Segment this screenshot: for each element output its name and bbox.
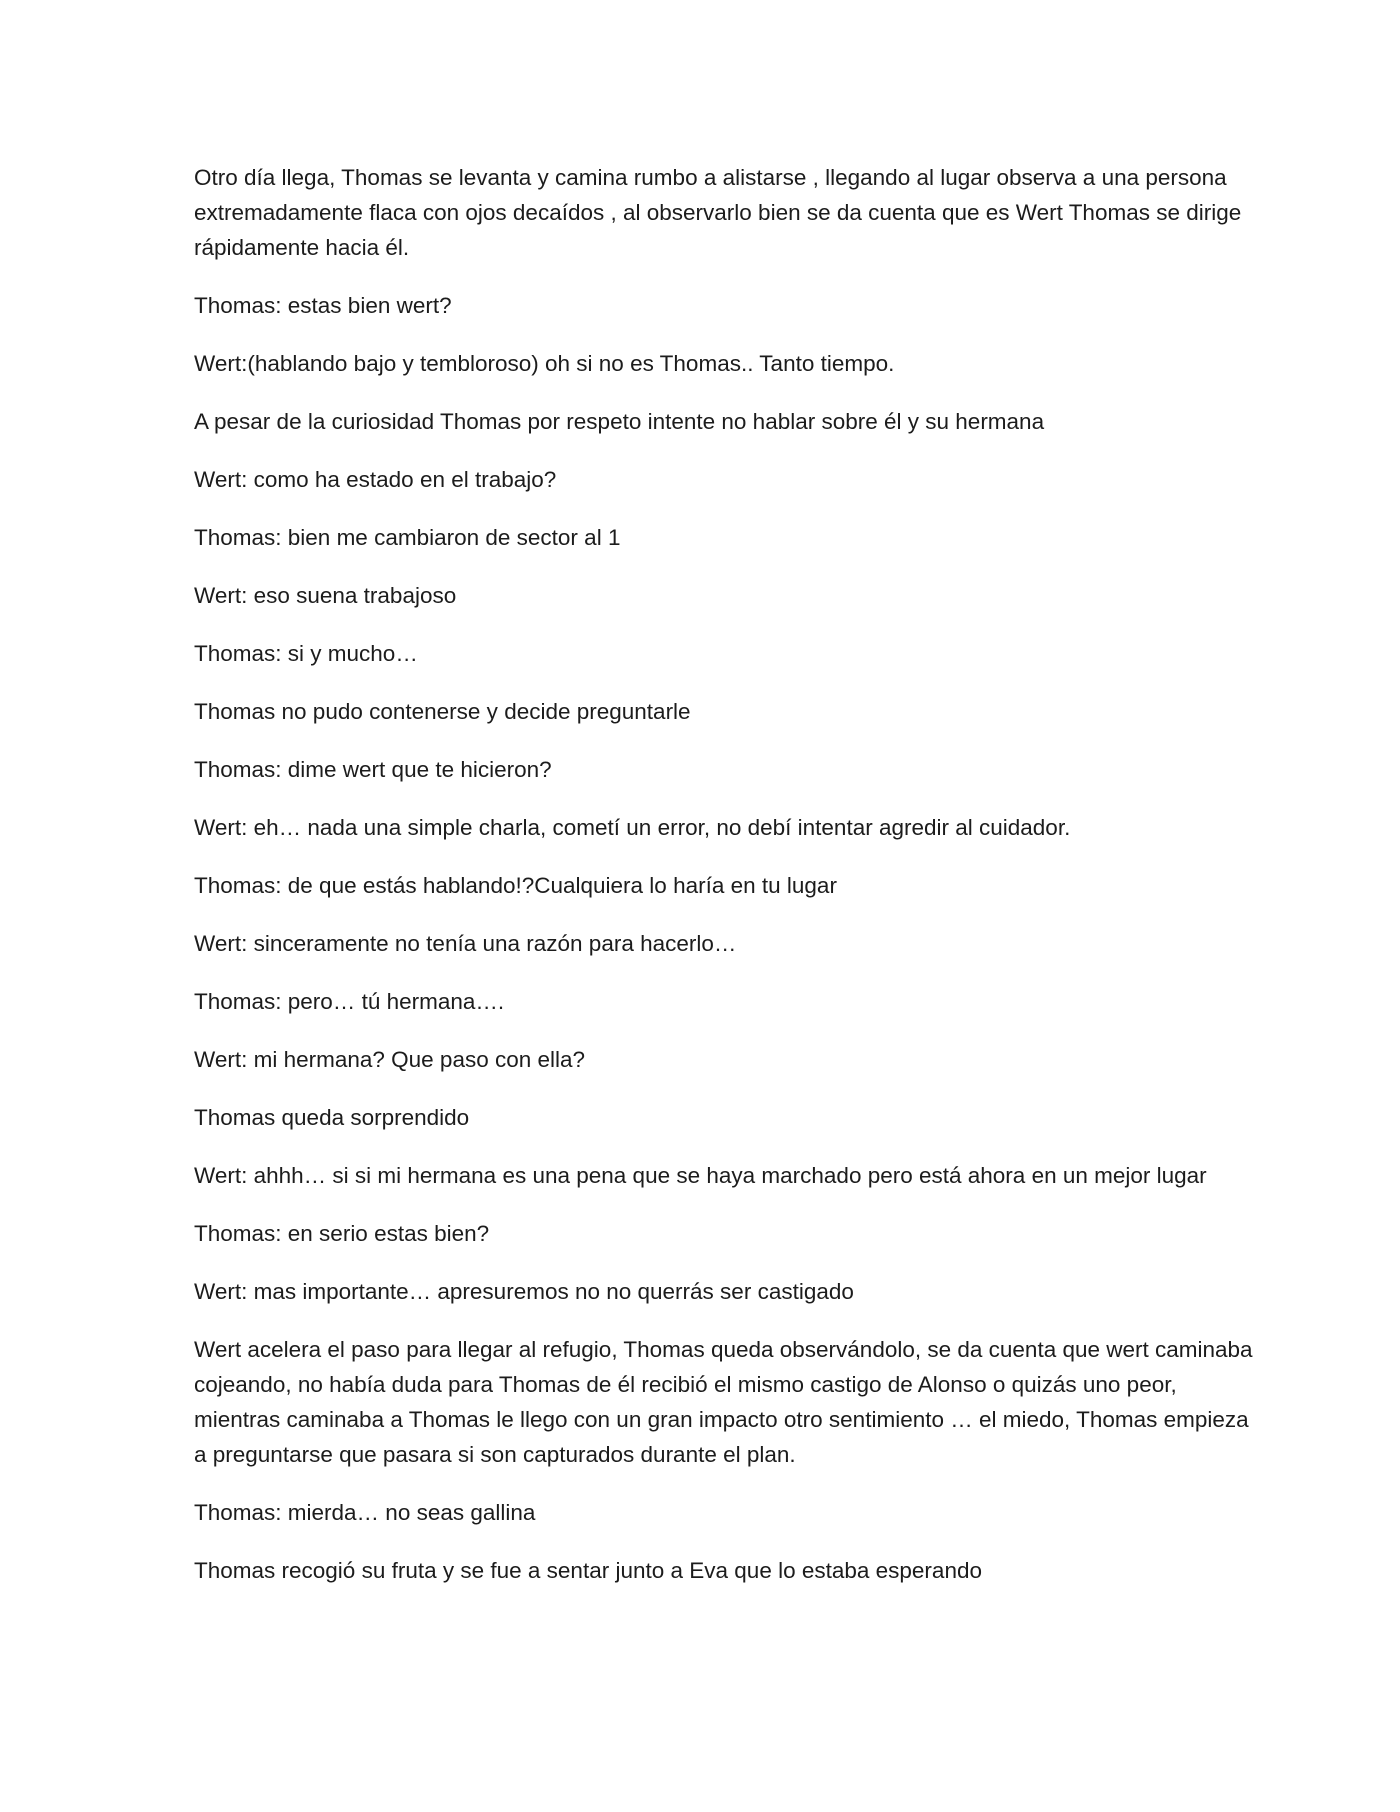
paragraph-20: Wert acelera el paso para llegar al refugio, Thomas queda observándolo, se da cuenta que wert caminaba cojeando, no había duda para Thomas de él recibió el mismo castigo de Alonso o quizás uno peor, mientras caminaba a Thomas le llego con un gran impacto otro sentimiento … el miedo, Thomas empieza a preguntarse que pasara si son capturados durante el plan. <box>194 1337 1253 1467</box>
paragraph-15: Wert: mi hermana? Que paso con ella? <box>194 1047 586 1072</box>
paragraph-8: Thomas: si y mucho… <box>194 641 418 666</box>
paragraph-9: Thomas no pudo contenerse y decide preguntarle <box>194 699 691 724</box>
document-body <box>194 160 1254 1611</box>
paragraph-6: Thomas: bien me cambiaron de sector al 1 <box>194 525 621 550</box>
paragraph-18: Thomas: en serio estas bien? <box>194 1221 490 1246</box>
paragraph-22: Thomas recogió su fruta y se fue a sentar junto a Eva que lo estaba esperando <box>194 1558 982 1583</box>
paragraph-13: Wert: sinceramente no tenía una razón para hacerlo… <box>194 931 737 956</box>
paragraph-10: Thomas: dime wert que te hicieron? <box>194 757 552 782</box>
paragraph-2: Thomas: estas bien wert? <box>194 293 452 318</box>
paragraph-11: Wert: eh… nada una simple charla, cometí un error, no debí intentar agredir al cuidador. <box>194 815 1071 840</box>
paragraph-16: Thomas queda sorprendido <box>194 1105 470 1130</box>
paragraph-19: Wert: mas importante… apresuremos no no querrás ser castigado <box>194 1279 854 1304</box>
paragraph-21: Thomas: mierda… no seas gallina <box>194 1500 536 1525</box>
paragraph-14: Thomas: pero… tú hermana…. <box>194 989 505 1014</box>
paragraph-7: Wert: eso suena trabajoso <box>194 583 457 608</box>
paragraph-17: Wert: ahhh… si si mi hermana es una pena que se haya marchado pero está ahora en un mejor lugar <box>194 1163 1207 1188</box>
paragraph-4: A pesar de la curiosidad Thomas por respeto intente no hablar sobre él y su hermana <box>194 409 1045 434</box>
paragraph-5: Wert: como ha estado en el trabajo? <box>194 467 557 492</box>
paragraph-1: Otro día llega, Thomas se levanta y camina rumbo a alistarse , llegando al lugar observa a una persona extremadamente flaca con ojos decaídos , al observarlo bien se da cuenta que es Wert Thomas se dirige rápidamente hacia él. <box>194 165 1242 260</box>
paragraph-3: Wert:(hablando bajo y tembloroso) oh si no es Thomas.. Tanto tiempo. <box>194 351 895 376</box>
paragraph-12: Thomas: de que estás hablando!?Cualquiera lo haría en tu lugar <box>194 873 837 898</box>
